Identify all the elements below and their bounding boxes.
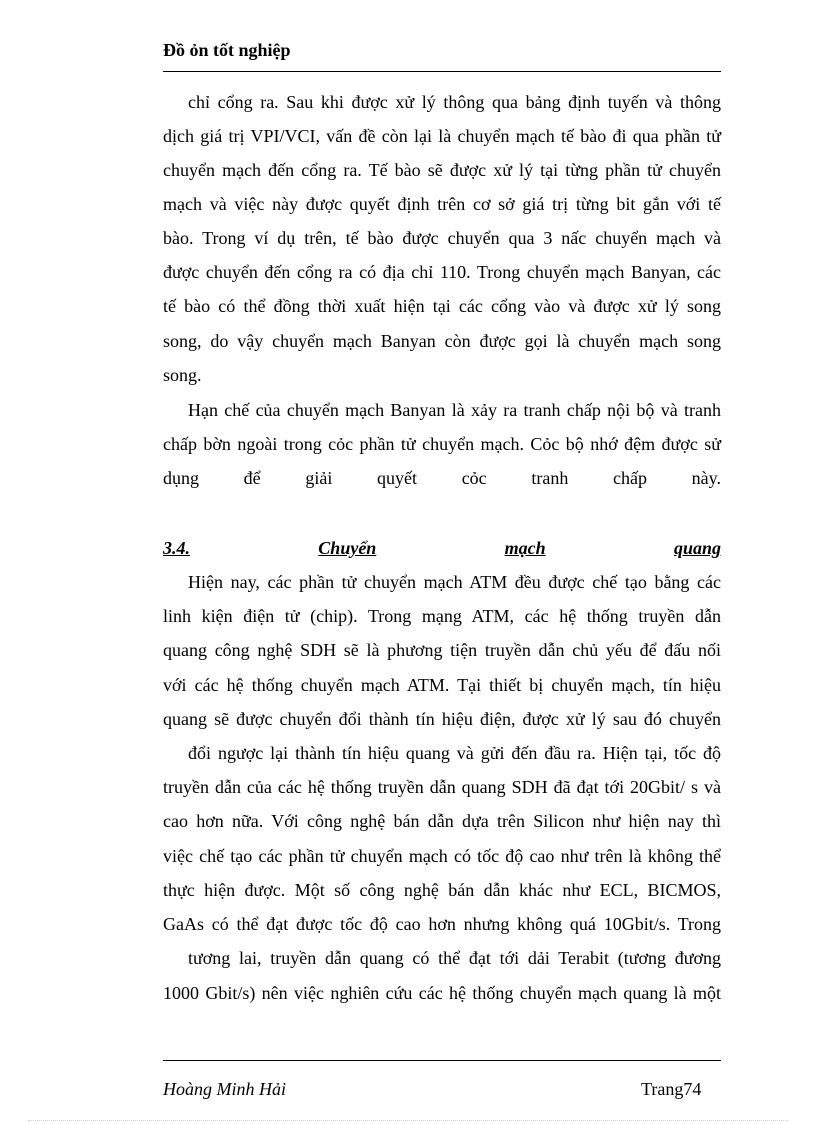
section-number: 3.4. <box>163 538 190 558</box>
text-line: được chuyển đến cổng ra có địa chỉ 110. Trong chuyển mạch Banyan, các <box>163 262 721 282</box>
text-line: việc chế tạo các phần tử chuyển mạch có tốc độ cao như trên là không thể <box>163 846 721 866</box>
text-line: cao hơn nữa. Với công nghệ bán dẫn dựa trên Silicon như hiện nay thì <box>163 811 721 831</box>
text-line: đổi ngược lại thành tín hiệu quang và gửi đến đầu ra. Hiện tại, tốc độ <box>188 743 721 763</box>
text-line: mạch và việc này được quyết định trên cơ sở giá trị từng bit gắn với tế <box>163 194 721 214</box>
text-line: dụng để giải quyết cỏc tranh chấp này. <box>163 468 721 488</box>
text-line: chấp bờn ngoài trong cỏc phần tử chuyển mạch. Cỏc bộ nhớ đệm được sử <box>163 434 721 454</box>
page-edge-divider <box>28 1120 788 1121</box>
text-line: GaAs có thể đạt được tốc độ cao hơn nhưng không quá 10Gbit/s. Trong <box>163 914 721 934</box>
text-line: tế bào có thể đồng thời xuất hiện tại các cổng vào và được xử lý song <box>163 296 721 316</box>
text-line: truyền dẫn của các hệ thống truyền dẫn quang SDH đã đạt tới 20Gbit/ s và <box>163 777 721 797</box>
header-rule <box>163 71 721 72</box>
text-line: linh kiện điện tử (chip). Trong mạng ATM, các hệ thống truyền dẫn <box>163 606 721 626</box>
section-title-word: Chuyển <box>318 538 377 558</box>
footer-page-number: Trang74 <box>641 1079 702 1099</box>
page-header-title: Đồ ỏn tốt nghiệp <box>163 40 291 60</box>
section-title-word: mạch <box>504 538 546 558</box>
text-line: với các hệ thống chuyển mạch ATM. Tại thiết bị chuyển mạch, tín hiệu <box>163 675 721 695</box>
text-line: Hạn chế của chuyển mạch Banyan là xảy ra tranh chấp nội bộ và tranh <box>188 400 721 420</box>
text-line: tương lai, truyền dẫn quang có thể đạt tới dải Terabit (tương đương <box>188 948 721 968</box>
text-line: song, do vậy chuyển mạch Banyan còn được gọi là chuyển mạch song <box>163 331 721 351</box>
footer-author: Hoàng Minh Hải <box>163 1079 286 1099</box>
text-line: thực hiện được. Một số công nghệ bán dẫn khác như ECL, BICMOS, <box>163 880 721 900</box>
text-line: bào. Trong ví dụ trên, tế bào được chuyển qua 3 nấc chuyển mạch và <box>163 228 721 248</box>
section-heading <box>163 535 721 561</box>
text-line: 1000 Gbit/s) nên việc nghiên cứu các hệ thống chuyển mạch quang là một <box>163 983 721 1003</box>
text-line: Hiện nay, các phần tử chuyển mạch ATM đều được chế tạo bằng các <box>188 572 721 592</box>
text-line: quang sẽ được chuyển đổi thành tín hiệu điện, được xử lý sau đó chuyển <box>163 709 721 729</box>
text-line: chỉ cổng ra. Sau khi được xử lý thông qua bảng định tuyến và thông <box>188 92 721 112</box>
section-title-word: quang <box>673 538 721 558</box>
text-line: dịch giá trị VPI/VCI, vấn đề còn lại là chuyển mạch tế bào đi qua phần tử <box>163 126 721 146</box>
text-line: song. <box>163 365 202 385</box>
text-line: chuyển mạch đến cổng ra. Tế bào sẽ được xử lý tại từng phần tử chuyển <box>163 160 721 180</box>
footer-rule <box>163 1060 721 1061</box>
text-line: quang công nghệ SDH sẽ là phương tiện truyền dẫn chủ yếu để đấu nối <box>163 640 721 660</box>
